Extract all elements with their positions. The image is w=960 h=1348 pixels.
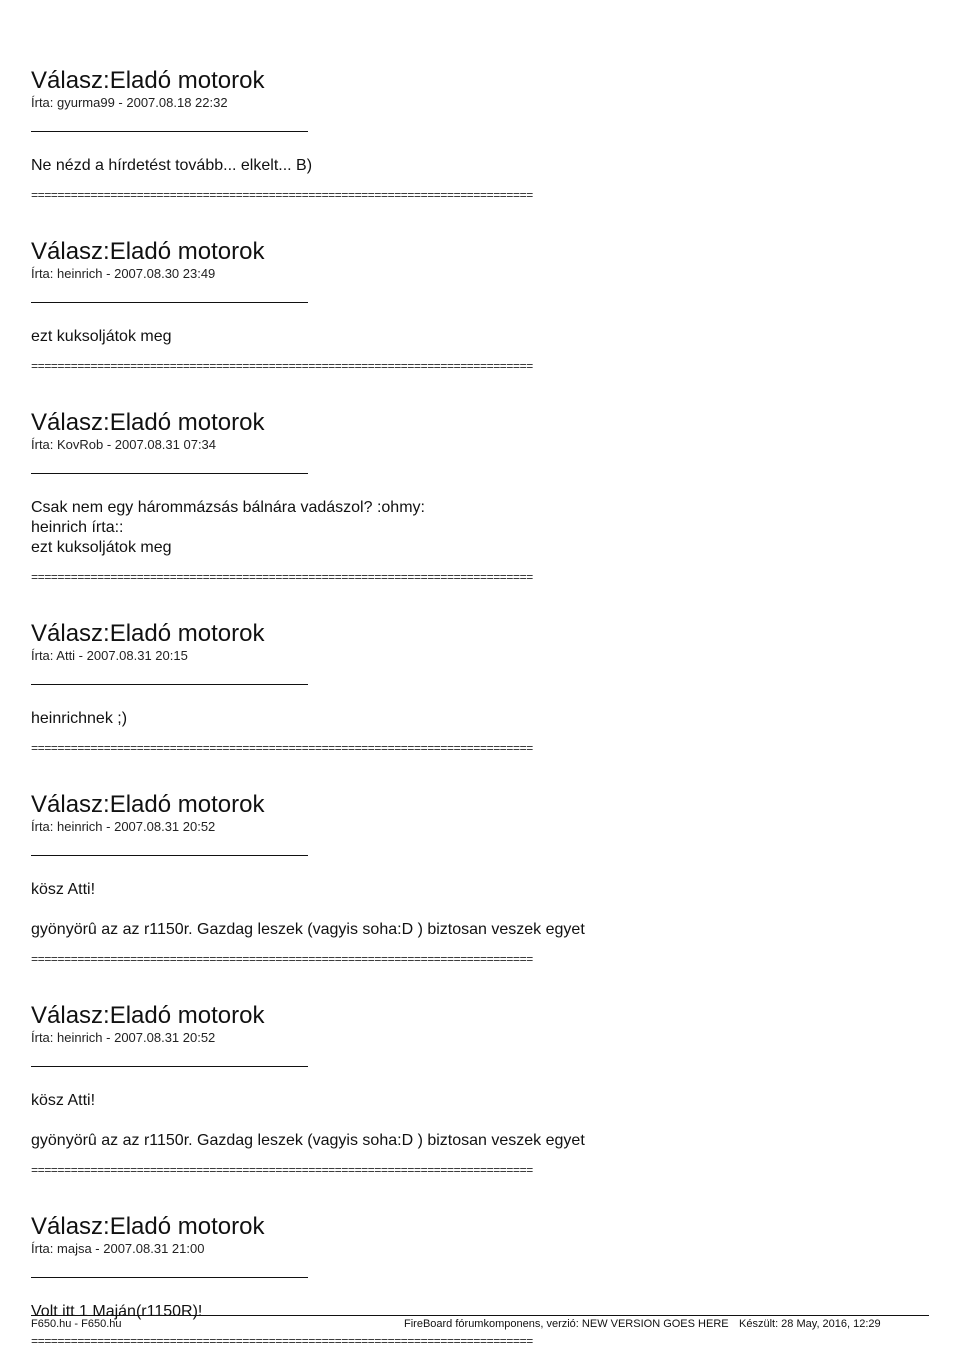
- post-body: [31, 709, 931, 729]
- post-body-line: ezt kuksoljátok meg: [31, 539, 172, 556]
- post-title: Válasz:Eladó motorok: [31, 67, 265, 94]
- post-header-rule: [31, 302, 308, 303]
- post-header-rule: [31, 1066, 308, 1067]
- post-body: [31, 1091, 931, 1151]
- footer-site: F650.hu - F650.hu: [31, 1318, 122, 1330]
- post-body-line: kösz Atti!: [31, 881, 96, 898]
- forum-post: [31, 66, 931, 202]
- forum-post: [31, 237, 931, 373]
- post-meta: Írta: Atti - 2007.08.31 20:15: [31, 648, 188, 663]
- forum-post: [31, 790, 931, 966]
- post-separator: ============================================================================: [31, 1165, 533, 1177]
- post-title: Válasz:Eladó motorok: [31, 1002, 265, 1029]
- post-title: Válasz:Eladó motorok: [31, 620, 265, 647]
- post-header-rule: [31, 1277, 308, 1278]
- footer-component: FireBoard fórumkomponens, verzió: NEW VERSION GOES HERE: [404, 1318, 729, 1330]
- post-separator: ============================================================================: [31, 1336, 533, 1348]
- post-header-rule: [31, 473, 308, 474]
- footer-generated: Készült: 28 May, 2016, 12:29: [739, 1318, 881, 1330]
- post-body: [31, 327, 931, 347]
- post-body-line: [31, 1111, 931, 1131]
- post-separator: ============================================================================: [31, 572, 533, 584]
- post-header-rule: [31, 684, 308, 685]
- post-body-line: kösz Atti!: [31, 1092, 96, 1109]
- post-separator: ============================================================================: [31, 361, 533, 373]
- post-meta: Írta: majsa - 2007.08.31 21:00: [31, 1241, 205, 1256]
- post-title: Válasz:Eladó motorok: [31, 238, 265, 265]
- post-body: [31, 498, 931, 558]
- post-body-line: heinrich írta::: [31, 519, 124, 536]
- post-body: [31, 156, 931, 176]
- post-header-rule: [31, 855, 308, 856]
- post-meta: Írta: heinrich - 2007.08.31 20:52: [31, 819, 216, 834]
- post-body-line: gyönyörû az az r1150r. Gazdag leszek (vagyis soha:D ) biztosan veszek egyet: [31, 921, 585, 938]
- post-separator: ============================================================================: [31, 743, 533, 755]
- post-meta: Írta: heinrich - 2007.08.30 23:49: [31, 266, 216, 281]
- post-meta: Írta: gyurma99 - 2007.08.18 22:32: [31, 95, 228, 110]
- post-title: Válasz:Eladó motorok: [31, 791, 265, 818]
- post-body-line: gyönyörû az az r1150r. Gazdag leszek (vagyis soha:D ) biztosan veszek egyet: [31, 1132, 585, 1149]
- forum-post: [31, 619, 931, 755]
- post-meta: Írta: KovRob - 2007.08.31 07:34: [31, 437, 217, 452]
- post-title: Válasz:Eladó motorok: [31, 1213, 265, 1240]
- post-title: Válasz:Eladó motorok: [31, 409, 265, 436]
- forum-post: [31, 408, 931, 584]
- post-body-line: ezt kuksoljátok meg: [31, 328, 172, 345]
- post-body-line: heinrichnek ;): [31, 710, 128, 727]
- post-header-rule: [31, 131, 308, 132]
- post-body-line: Csak nem egy hárommázsás bálnára vadászol? :ohmy:: [31, 499, 425, 516]
- post-list: [31, 66, 931, 1348]
- post-body: [31, 880, 931, 940]
- post-separator: ============================================================================: [31, 954, 533, 966]
- post-body-line: Ne nézd a hírdetést tovább... elkelt... B): [31, 157, 313, 174]
- post-body-line: [31, 900, 931, 920]
- post-separator: ============================================================================: [31, 190, 533, 202]
- forum-post: [31, 1001, 931, 1177]
- footer-divider: [31, 1315, 929, 1316]
- post-meta: Írta: heinrich - 2007.08.31 20:52: [31, 1030, 216, 1045]
- post-body-line: Volt itt 1 Maján(r1150R)!: [31, 1303, 203, 1320]
